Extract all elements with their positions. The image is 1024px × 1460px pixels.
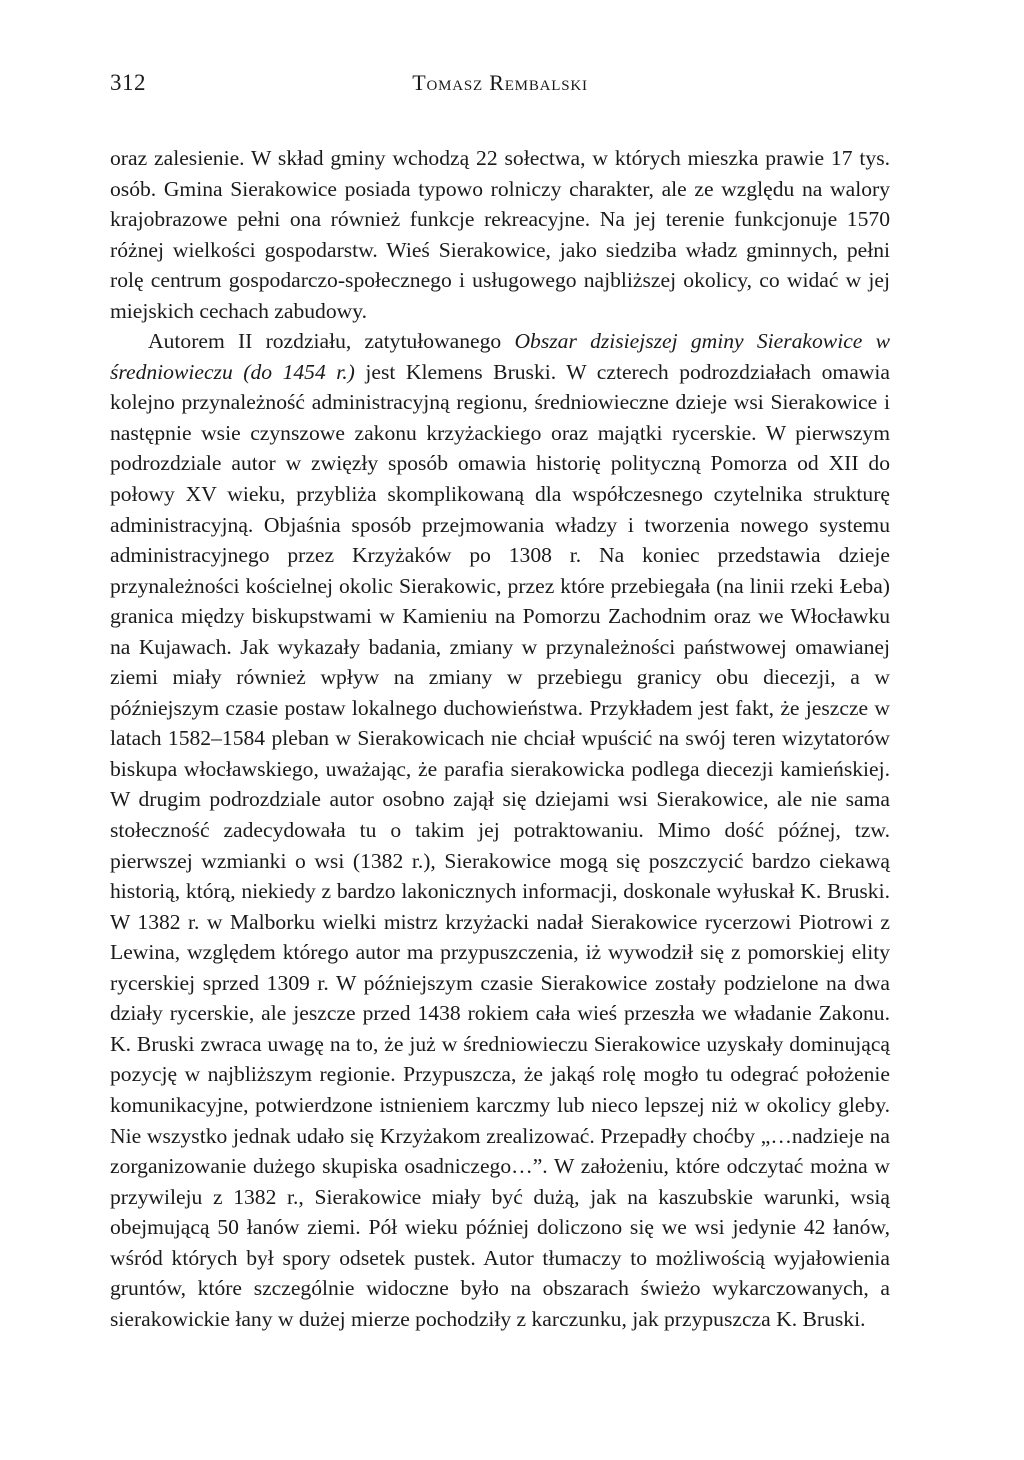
paragraph-2-text: jest Klemens Bruski. W czterech podrozdziałach omawia kolejno przynależność administracyjną regionu, średniowieczne dzieje wsi Sierakowice i następnie wsie czynszowe zakonu krzyżackiego oraz majątki rycerskie. W pierwszym podrozdziale autor w zwięzły sposób omawia historię polityczną Pomorza od XII do połowy XV wieku, przybliża skomplikowaną dla współczesnego czytelnika strukturę administracyjną. Objaśnia sposób przejmowania władzy i tworzenia nowego systemu administracyjnego przez Krzyżaków po 1308 r. Na koniec przedstawia dzieje przynależności kościelnej okolic Sierakowic, przez które przebiegała (na linii rzeki Łeba) granica między biskupstwami w Kamieniu na Pomorzu Zachodnim oraz we Włocławku na Kujawach. Jak wykazały badania, zmiany w przynależności państwowej omawianej ziemi miały również wpływ na zmiany w przebiegu granicy obu diecezji, a w późniejszym czasie postaw lokalnego duchowieństwa. Przykładem jest fakt, że jeszcze w latach 1582–1584 pleban w Sierakowicach nie chciał wpuścić na swój teren wizytatorów biskupa włocławskiego, uważając, że parafia sierakowicka podlega diecezji kamieńskiej. W drugim podrozdziale autor osobno zajął się dziejami wsi Sierakowice, ale nie sama stołeczność zadecydowała tu o takim jej potraktowaniu. Mimo dość późnej, tzw. pierwszej wzmianki o wsi (1382 r.), Sierakowice mogą się poszczycić bardzo ciekawą historią, którą, niekiedy z bardzo lakonicznych informacji, doskonale wyłuskał K. Bruski. W 1382 r. w Malborku wielki mistrz krzyżacki nadał Sierakowice rycerzowi Piotrowi z Lewina, względem którego autor ma przypuszczenia, iż wywodził się z pomorskiej elity rycerskiej sprzed 1309 r. W późniejszym czasie Sierakowice zostały podzielone na dwa działy rycerskie, ale jeszcze przed 1438 rokiem cała wieś przeszła we władanie Zakonu. K. Bruski zwraca uwagę na to, że już w średniowieczu Sierakowice uzyskały dominującą pozycję w najbliższym regionie. Przypuszcza, że jakąś rolę mogło tu odegrać położenie komunikacyjne, potwierdzone istnieniem karczmy lub nieco lepszej niż w okolicy gleby. Nie wszystko jednak udało się Krzyżakom zrealizować. Przepadły choćby „…nadzieje na zorganizowanie dużego skupiska osadniczego…”. W założeniu, które odczytać można w przywileju z 1382 r., Sierakowice miały być dużą, jak na kaszubskie warunki, wsią obejmującą 50 łanów ziemi. Pół wieku później doliczono się we wsi jedynie 42 łanów, wśród których był spory odsetek pustek. Autor tłumaczy to możliwością wyjałowienia gruntów, które szczególnie widoczne było na obszarach świeżo wykarczowanych, a sierakowickie łany w dużej mierze pochodziły z karczunku, jak przypuszcza K. Bruski.: [110, 359, 890, 1331]
paragraph-2: [110, 326, 890, 1334]
running-head: [110, 70, 890, 110]
chapter-title-italic: Obszar dzisiejszej gminy Sierakowice w średniowieczu (do 1454 r.): [110, 329, 890, 384]
page-number: 312: [110, 70, 146, 95]
paragraph-1: [110, 143, 890, 326]
body-text: [110, 143, 890, 1334]
running-head-author: Tomasz Rembalski: [412, 70, 588, 95]
paragraph-2-lead: Autorem II rozdziału, zatytułowanego: [148, 329, 515, 354]
paragraph-1-text: oraz zalesienie. W skład gminy wchodzą 22 sołectwa, w których mieszka prawie 17 tys. osób. Gmina Sierakowice posiada typowo rolniczy charakter, ale ze względu na walory krajobrazowe pełni ona również funkcje rekreacyjne. Na jej terenie funkcjonuje 1570 różnej wielkości gospodarstw. Wieś Sierakowice, jako siedziba władz gminnych, pełni rolę centrum gospodarczo-społecznego i usługowego najbliższej okolicy, co widać w jej miejskich cechach zabudowy.: [110, 146, 890, 323]
